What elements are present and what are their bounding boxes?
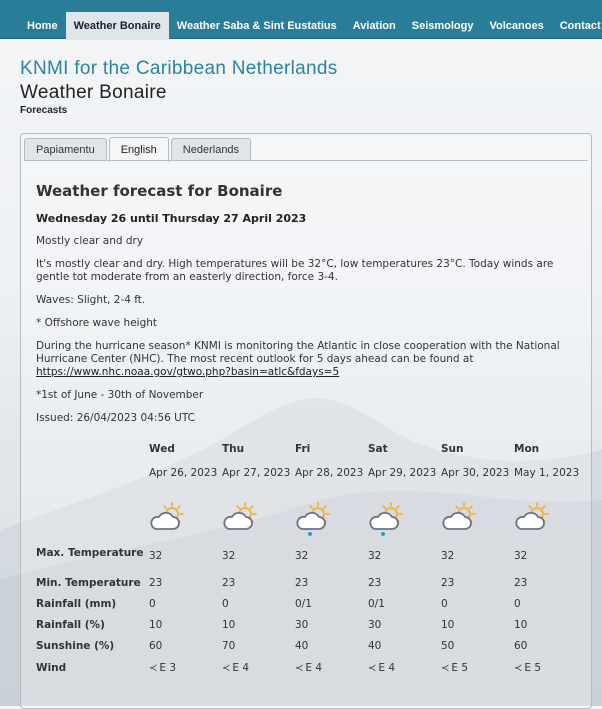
rainfall-percent-value: [222, 619, 295, 640]
nav-item-1[interactable]: Weather Bonaire: [66, 12, 169, 40]
forecast-date-range: Wednesday 26 until Thursday 27 April 2023: [36, 212, 307, 225]
rainfall-mm-value: [514, 598, 587, 619]
day-name: Sun: [441, 443, 464, 455]
day-date: Apr 26, 2023: [149, 467, 218, 479]
partly-cloudy-icon: [222, 501, 295, 539]
wind-direction-icon: ≺: [514, 663, 523, 674]
wind-label: Wind: [36, 662, 67, 674]
rainfall-percent-value: [514, 619, 587, 640]
partly-cloudy-rain-icon: [368, 501, 441, 539]
rainfall-percent-text: 10: [441, 619, 455, 631]
wind-text: E 3: [159, 662, 177, 674]
nav-item-4[interactable]: Seismology: [411, 20, 474, 32]
rainfall-mm-label: Rainfall (mm): [36, 598, 117, 610]
min-temperature-text: 23: [149, 577, 163, 589]
page-title: Weather Bonaire: [20, 82, 167, 103]
weather-icon-cell: [441, 501, 514, 547]
weather-icon-cell: [514, 501, 587, 547]
wind-row: [36, 662, 587, 684]
rainfall-mm-value: [368, 598, 441, 619]
weather-icon-cell: [149, 501, 222, 547]
rainfall-mm-value: [222, 598, 295, 619]
day-date: May 1, 2023: [514, 467, 580, 479]
wind-text: E 5: [451, 662, 469, 674]
min-temperature-value: [441, 577, 514, 598]
max-temperature-label: Max. Temperature: [36, 547, 144, 559]
rainfall-percent-value: [295, 619, 368, 640]
sunshine-percent-text: 60: [149, 640, 163, 652]
min-temperature-text: 23: [441, 577, 455, 589]
max-temperature-value: [441, 547, 514, 577]
rainfall-mm-text: 0/1: [295, 598, 312, 610]
hurricane-season-note: *1st of June - 30th of November: [36, 389, 204, 401]
min-temperature-value: [222, 577, 295, 598]
wind-direction-icon: ≺: [441, 663, 450, 674]
sunshine-percent-text: 40: [295, 640, 309, 652]
wind-direction-icon: ≺: [222, 663, 231, 674]
rainfall-percent-text: 10: [149, 619, 163, 631]
hurricane-paragraph: [36, 340, 576, 379]
wind-value: [441, 662, 514, 684]
sunshine-percent-value: [295, 640, 368, 662]
min-temperature-text: 23: [295, 577, 309, 589]
empty-date-label: [36, 467, 149, 501]
min-temperature-text: 23: [368, 577, 382, 589]
day-name: Fri: [295, 443, 311, 455]
rainfall-mm-row: [36, 598, 587, 619]
site-title[interactable]: KNMI for the Caribbean Netherlands: [20, 58, 338, 79]
wind-text: E 4: [232, 662, 250, 674]
sunshine-percent-value: [514, 640, 587, 662]
tab-divider: [24, 160, 588, 161]
min-temperature-value: [295, 577, 368, 598]
day-name-row: [36, 443, 587, 467]
language-tab-0[interactable]: Papiamentu: [24, 138, 107, 161]
sunshine-percent-value: [441, 640, 514, 662]
max-temperature-value: [222, 547, 295, 577]
wind-direction-icon: ≺: [149, 663, 158, 674]
rainfall-mm-text: 0: [441, 598, 448, 610]
rainfall-percent-text: 10: [222, 619, 236, 631]
max-temperature-value: [514, 547, 587, 577]
wind-value: [295, 662, 368, 684]
main-content: [20, 38, 592, 674]
language-tab-2[interactable]: Nederlands: [171, 138, 251, 161]
max-temperature-value: [368, 547, 441, 577]
rainfall-mm-text: 0: [514, 598, 521, 610]
empty-icon-label: [36, 501, 149, 547]
day-name: Sat: [368, 443, 388, 455]
sunshine-percent-value: [222, 640, 295, 662]
rainfall-percent-label: Rainfall (%): [36, 619, 105, 631]
day-name: Wed: [149, 443, 175, 455]
rainfall-mm-value: [441, 598, 514, 619]
forecast-wave-note: * Offshore wave height: [36, 317, 158, 329]
language-tab-1[interactable]: English: [109, 137, 169, 162]
wind-value: [149, 662, 222, 684]
max-temperature-value: [149, 547, 222, 577]
day-date: Apr 30, 2023: [441, 467, 510, 479]
nav-item-0[interactable]: Home: [27, 20, 58, 32]
rainfall-mm-text: 0: [149, 598, 156, 610]
min-temperature-text: 23: [514, 577, 528, 589]
wind-value: [514, 662, 587, 684]
min-temperature-label: Min. Temperature: [36, 577, 141, 589]
partly-cloudy-icon: [514, 501, 587, 539]
nav-item-2[interactable]: Weather Saba & Sint Eustatius: [176, 20, 337, 32]
max-temperature-text: 32: [149, 550, 163, 562]
forecast-details: It's mostly clear and dry. High temperatures will be 32°C, low temperatures 23°C. Today winds are gentle tot moderate from an easterly direction, force 3-4.: [36, 258, 554, 283]
language-tab-container: [20, 133, 592, 709]
rainfall-percent-text: 30: [295, 619, 309, 631]
rainfall-mm-value: [295, 598, 368, 619]
nhc-outlook-link[interactable]: https://www.nhc.noaa.gov/gtwo.php?basin=atlc&fdays=5: [36, 366, 340, 378]
wind-direction-icon: ≺: [295, 663, 304, 674]
day-name: Thu: [222, 443, 245, 455]
day-date: Apr 29, 2023: [368, 467, 437, 479]
rainfall-mm-value: [149, 598, 222, 619]
rainfall-percent-value: [149, 619, 222, 640]
max-temperature-text: 32: [295, 550, 309, 562]
rainfall-percent-value: [441, 619, 514, 640]
rainfall-percent-text: 30: [368, 619, 382, 631]
max-temperature-text: 32: [222, 550, 236, 562]
min-temperature-value: [149, 577, 222, 598]
wind-text: E 5: [524, 662, 542, 674]
wind-text: E 4: [305, 662, 323, 674]
wind-text: E 4: [378, 662, 396, 674]
partly-cloudy-icon: [441, 501, 514, 539]
forecast-title: Weather forecast for Bonaire: [36, 182, 283, 200]
wind-direction-icon: ≺: [368, 663, 377, 674]
min-temperature-row: [36, 577, 587, 598]
min-temperature-value: [514, 577, 587, 598]
sunshine-percent-text: 60: [514, 640, 528, 652]
partly-cloudy-rain-icon: [295, 501, 368, 539]
forecast-table: [36, 443, 587, 684]
sunshine-percent-value: [368, 640, 441, 662]
wind-value: [368, 662, 441, 684]
forecast-summary: Mostly clear and dry: [36, 235, 144, 247]
sunshine-percent-label: Sunshine (%): [36, 640, 115, 652]
day-date-row: [36, 467, 587, 501]
sunshine-percent-text: 50: [441, 640, 455, 652]
rainfall-mm-text: 0: [222, 598, 229, 610]
hurricane-text: During the hurricane season* KNMI is monitoring the Atlantic in close cooperation with the National Hurricane Center (NHC). The most recent outlook for 5 days ahead can be found at: [36, 340, 560, 365]
max-temperature-text: 32: [441, 550, 455, 562]
sunshine-percent-row: [36, 640, 587, 662]
rainfall-percent-text: 10: [514, 619, 528, 631]
day-date: Apr 27, 2023: [222, 467, 291, 479]
weather-icon-cell: [295, 501, 368, 547]
rainfall-percent-row: [36, 619, 587, 640]
day-name: Mon: [514, 443, 540, 455]
page-subtitle: Forecasts: [20, 105, 68, 116]
sunshine-percent-text: 70: [222, 640, 236, 652]
rainfall-mm-text: 0/1: [368, 598, 385, 610]
forecast-panel: [36, 182, 576, 425]
min-temperature-text: 23: [222, 577, 236, 589]
max-temperature-text: 32: [514, 550, 528, 562]
top-navigation-bar: [0, 0, 602, 39]
max-temperature-row: [36, 547, 587, 577]
partly-cloudy-icon: [149, 501, 222, 539]
forecast-waves: Waves: Slight, 2-4 ft.: [36, 294, 146, 306]
max-temperature-value: [295, 547, 368, 577]
nav-item-3[interactable]: Aviation: [352, 20, 396, 32]
rainfall-percent-value: [368, 619, 441, 640]
sunshine-percent-value: [149, 640, 222, 662]
weather-icon-row: [36, 501, 587, 547]
sunshine-percent-text: 40: [368, 640, 382, 652]
empty-header-cell: [36, 443, 149, 467]
wind-value: [222, 662, 295, 684]
weather-icon-cell: [368, 501, 441, 547]
max-temperature-text: 32: [368, 550, 382, 562]
issued-timestamp: Issued: 26/04/2023 04:56 UTC: [36, 412, 195, 424]
weather-icon-cell: [222, 501, 295, 547]
min-temperature-value: [368, 577, 441, 598]
nav-item-5[interactable]: Volcanoes: [489, 20, 544, 32]
nav-item-6[interactable]: Contact: [559, 20, 601, 32]
day-date: Apr 28, 2023: [295, 467, 364, 479]
